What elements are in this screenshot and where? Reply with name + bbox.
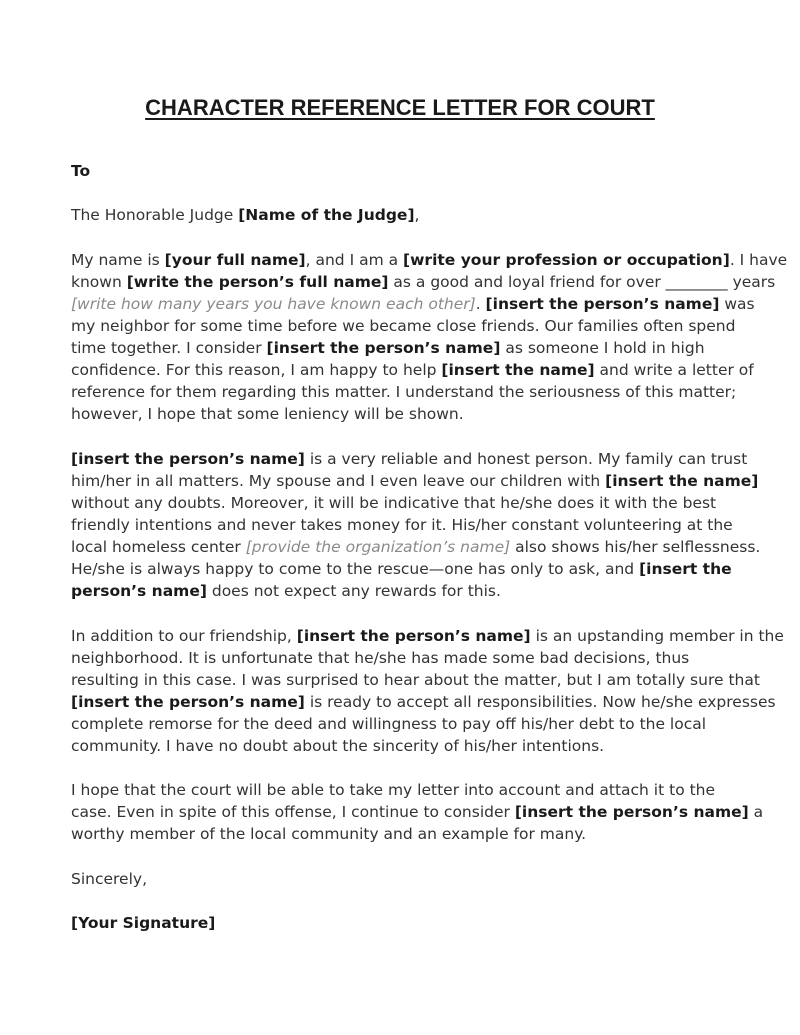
person-full-name-placeholder: [write the person’s full name] (126, 273, 389, 291)
p2-line-2 (71, 470, 759, 492)
closing-text: Sincerely, (71, 870, 148, 888)
paragraph-introduction (71, 249, 788, 425)
p1-l5-text-c: as someone I hold in high (500, 339, 705, 357)
p1-line-4: my neighbor for some time before we became close friends. Our families often spend (71, 317, 736, 335)
name-placeholder: [insert the name] (605, 472, 759, 490)
judge-name-placeholder: [Name of the Judge] (238, 206, 415, 224)
p1-line-1 (71, 249, 788, 271)
name-placeholder: [insert the name] (441, 361, 595, 379)
person-name-placeholder: [insert the person’s name] (266, 339, 501, 357)
p2-l6-text-a: He/she is always happy to come to the rescue—one has only to ask, and (71, 560, 640, 578)
p4-l2-text-c: a (748, 803, 764, 821)
person-name-placeholder: [insert the person’s name] (296, 627, 531, 645)
p2-line-7 (71, 580, 731, 602)
person-name-placeholder: [insert the person’s name] (71, 693, 305, 711)
p4-line-1: I hope that the court will be able to take my letter into account and attach it to the (71, 781, 716, 799)
salutation-prefix: The Honorable Judge (71, 206, 239, 224)
p2-line-5 (71, 536, 761, 558)
salutation-suffix: , (414, 206, 420, 224)
p3-line-5: complete remorse for the deed and willingness to pay off his/her debt to the local (71, 715, 707, 733)
person-name-placeholder: [insert the person’s name] (514, 803, 749, 821)
p1-l1-text-a: My name is (71, 251, 165, 269)
p2-l5-text-c: also shows his/her selflessness. (510, 538, 761, 556)
p1-line-3 (71, 293, 755, 315)
person-name-placeholder-start: [insert the (639, 560, 732, 578)
p3-line-3: resulting in this case. I was surprised to hear about the matter, but I am totally sure that (71, 671, 760, 689)
paragraph-community (71, 625, 784, 757)
salutation (71, 204, 731, 226)
p2-line-3: without any doubts. Moreover, it will be indicative that he/she does it with the best (71, 494, 717, 512)
recipient-line (71, 160, 731, 182)
recipient-to: To (71, 162, 91, 180)
closing (71, 868, 731, 890)
p1-line-6 (71, 359, 754, 381)
p3-line-4 (71, 691, 776, 713)
organization-name-placeholder: [provide the organization’s name] (245, 538, 511, 556)
p1-l6-text-a: confidence. For this reason, I am happy to help (71, 361, 442, 379)
p1-line-2 (71, 271, 776, 293)
p2-line-4: friendly intentions and never takes money for it. His/her constant volunteering at the (71, 516, 733, 534)
person-name-placeholder: [insert the person’s name] (71, 450, 305, 468)
signature-placeholder: [Your Signature] (71, 914, 216, 932)
p1-l2-text-c: as a good and loyal friend for over ________ years (388, 273, 776, 291)
p1-line-7: reference for them regarding this matter. I understand the seriousness of this matter; (71, 383, 737, 401)
p4-l2-text-a: case. Even in spite of this offense, I continue to consider (71, 803, 515, 821)
p1-l6-text-c: and write a letter of (594, 361, 754, 379)
p1-l5-text-a: time together. I consider (71, 339, 267, 357)
p2-l7-text-b: does not expect any rewards for this. (206, 582, 501, 600)
p3-l1-text-c: is an upstanding member in the (530, 627, 784, 645)
p4-line-2 (71, 801, 764, 823)
signature-block (71, 912, 731, 934)
paragraph-character (71, 448, 761, 602)
letter-title: CHARACTER REFERENCE LETTER FOR COURT (145, 95, 655, 120)
p2-l2-text-a: him/her in all matters. My spouse and I even leave our children with (71, 472, 606, 490)
p2-l5-text-a: local homeless center (71, 538, 246, 556)
p3-l4-text-b: is ready to accept all responsibilities. Now he/she expresses (304, 693, 776, 711)
p3-line-6: community. I have no doubt about the sincerity of his/her intentions. (71, 737, 605, 755)
p2-l1-text-b: is a very reliable and honest person. My family can trust (304, 450, 748, 468)
profession-placeholder: [write your profession or occupation] (403, 251, 730, 269)
p4-line-3: worthy member of the local community and an example for many. (71, 825, 587, 843)
p2-line-6 (71, 558, 731, 580)
p1-l1-text-e: . I have (729, 251, 788, 269)
full-name-placeholder: [your full name] (164, 251, 306, 269)
p1-l1-text-c: , and I am a (305, 251, 404, 269)
p1-l2-text-a: known (71, 273, 127, 291)
p3-l1-text-a: In addition to our friendship, (71, 627, 297, 645)
salutation-line (71, 204, 731, 226)
p3-line-2: neighborhood. It is unfortunate that he/she has made some bad decisions, thus (71, 649, 690, 667)
paragraph-conclusion (71, 779, 764, 845)
p2-line-1 (71, 448, 748, 470)
person-name-placeholder-end: person’s name] (71, 582, 207, 600)
p1-line-5 (71, 337, 731, 359)
p1-line-8: however, I hope that some leniency will be shown. (71, 405, 464, 423)
p3-line-1 (71, 625, 784, 647)
person-name-placeholder: [insert the person’s name] (485, 295, 720, 313)
years-known-placeholder: [write how many years you have known each other] (71, 295, 476, 313)
p1-l3-text-d: was (719, 295, 755, 313)
p1-l3-text-b: . (475, 295, 486, 313)
